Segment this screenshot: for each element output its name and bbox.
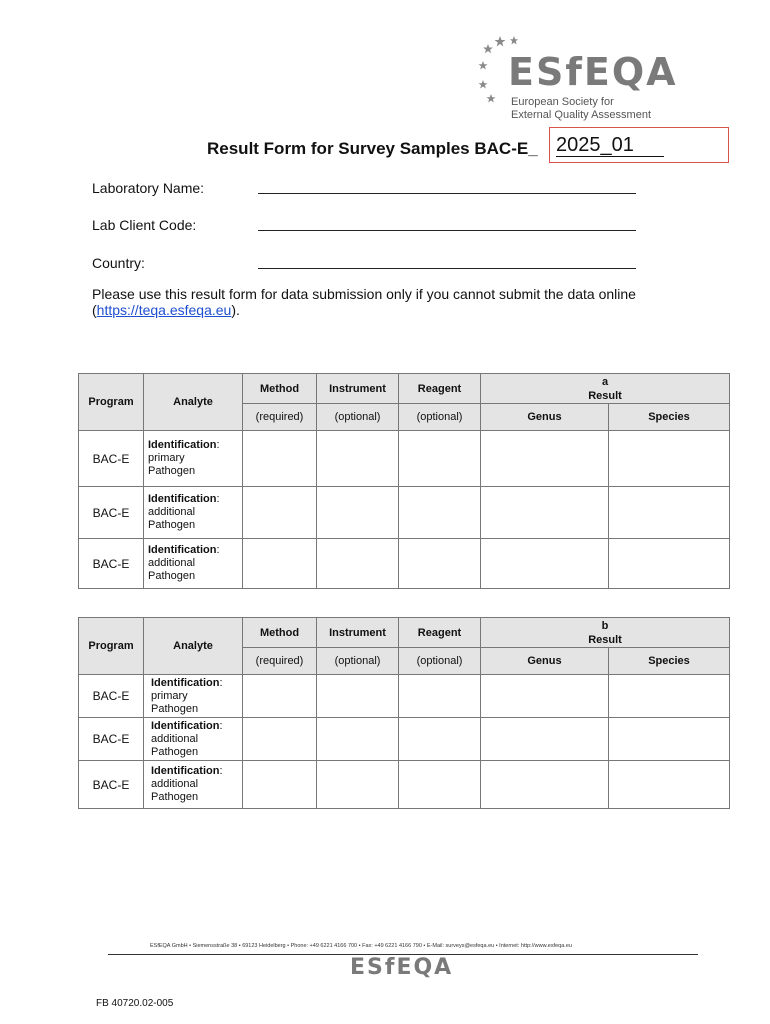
- table-row: [79, 487, 730, 539]
- analyte-type: Pathogen: [151, 702, 199, 715]
- logo-subtitle-line1: European Society for: [511, 96, 614, 108]
- program-cell: BAC-E: [79, 761, 144, 809]
- result-table-b: [78, 617, 730, 809]
- species-input[interactable]: [609, 761, 730, 809]
- species-header: Species: [609, 404, 730, 431]
- genus-input[interactable]: [481, 718, 609, 761]
- instrument-input[interactable]: [317, 675, 399, 718]
- analyte-type: Pathogen: [148, 519, 196, 531]
- genus-input[interactable]: [481, 675, 609, 718]
- program-header: Program: [79, 618, 144, 675]
- document-id: FB 40720.02-005: [96, 998, 174, 1009]
- analyte-bold: Identification: [148, 439, 217, 451]
- analyte-qualifier: additional: [151, 778, 199, 790]
- genus-input[interactable]: [481, 431, 609, 487]
- analyte-cell: Identification: additional Pathogen: [144, 487, 243, 539]
- analyte-qualifier: primary: [148, 452, 185, 464]
- analyte-cell: Identification: primary Pathogen: [144, 675, 243, 718]
- reagent-input[interactable]: [399, 761, 481, 809]
- instrument-input[interactable]: [317, 487, 399, 539]
- instrument-header: Instrument: [317, 618, 399, 648]
- table-row: [79, 431, 730, 487]
- instrument-optional-note: (optional): [317, 648, 399, 675]
- result-header: [481, 374, 730, 404]
- species-input[interactable]: [609, 718, 730, 761]
- method-input[interactable]: [243, 675, 317, 718]
- analyte-cell: Identification: additional Pathogen: [144, 761, 243, 809]
- result-label: Result: [588, 389, 622, 402]
- note-text: Please use this result form for data submission only if you cannot submit the data online: [92, 286, 636, 302]
- genus-header: Genus: [481, 404, 609, 431]
- method-input[interactable]: [243, 539, 317, 589]
- form-title: Result Form for Survey Samples BAC-E_: [207, 139, 538, 158]
- table-row: [79, 761, 730, 809]
- genus-input[interactable]: [481, 539, 609, 589]
- lab-client-code-label: Lab Client Code:: [92, 217, 197, 233]
- footer-address: ESfEQA GmbH • Siemensstraße 38 • 69123 Heidelberg • Phone: +49 6221 4166 700 • Fax: +49 6221 4166 790 • E-Mail: surveys@esfeqa.eu • Internet: http://www.esfeqa.eu: [150, 943, 572, 949]
- program-cell: BAC-E: [79, 539, 144, 589]
- analyte-header: Analyte: [144, 618, 243, 675]
- instrument-input[interactable]: [317, 539, 399, 589]
- genus-header: Genus: [481, 648, 609, 675]
- method-header: Method: [243, 374, 317, 404]
- analyte-type: Pathogen: [151, 745, 199, 758]
- sample-label: a: [601, 375, 609, 388]
- instrument-header: Instrument: [317, 374, 399, 404]
- analyte-cell: Identification: primary Pathogen: [144, 431, 243, 487]
- analyte-qualifier: additional: [151, 732, 199, 745]
- species-input[interactable]: [609, 431, 730, 487]
- instrument-input[interactable]: [317, 431, 399, 487]
- method-required-note: (required): [243, 404, 317, 431]
- result-header: [481, 618, 730, 648]
- analyte-qualifier: additional: [148, 506, 196, 518]
- analyte-qualifier: primary: [151, 689, 188, 702]
- program-cell: BAC-E: [79, 718, 144, 761]
- logo-wordmark: ESfEQA: [508, 50, 678, 94]
- country-label: Country:: [92, 255, 145, 271]
- result-label: Result: [588, 633, 622, 646]
- logo-subtitle: [511, 96, 651, 122]
- species-input[interactable]: [609, 675, 730, 718]
- table-row: [79, 539, 730, 589]
- method-input[interactable]: [243, 487, 317, 539]
- analyte-bold: Identification: [151, 719, 220, 732]
- program-cell: BAC-E: [79, 675, 144, 718]
- analyte-qualifier: additional: [148, 557, 196, 569]
- reagent-optional-note: (optional): [399, 404, 481, 431]
- analyte-bold: Identification: [151, 676, 220, 689]
- instrument-optional-note: (optional): [317, 404, 399, 431]
- submission-note: Please use this result form for data submission only if you cannot submit the data online (https://teqa.esfeqa.eu).: [92, 286, 636, 318]
- lab-client-code-field[interactable]: [258, 230, 636, 231]
- program-cell: BAC-E: [79, 487, 144, 539]
- instrument-input[interactable]: [317, 718, 399, 761]
- table-row: [79, 675, 730, 718]
- reagent-header: Reagent: [399, 374, 481, 404]
- analyte-cell: Identification: additional Pathogen: [144, 539, 243, 589]
- reagent-input[interactable]: [399, 539, 481, 589]
- analyte-cell: Identification: additional Pathogen: [144, 718, 243, 761]
- laboratory-name-field[interactable]: [258, 193, 636, 194]
- species-input[interactable]: [609, 539, 730, 589]
- analyte-type: Pathogen: [151, 791, 199, 803]
- genus-input[interactable]: [481, 761, 609, 809]
- laboratory-name-label: Laboratory Name:: [92, 180, 205, 196]
- table-row: [79, 718, 730, 761]
- country-field[interactable]: [258, 268, 636, 269]
- footer-logo: ESfEQA: [350, 955, 454, 980]
- logo-subtitle-line2: External Quality Assessment: [511, 109, 652, 121]
- program-cell: BAC-E: [79, 431, 144, 487]
- genus-input[interactable]: [481, 487, 609, 539]
- method-required-note: (required): [243, 648, 317, 675]
- method-input[interactable]: [243, 431, 317, 487]
- survey-code-value: 2025_01: [556, 134, 664, 157]
- teqa-link[interactable]: https://teqa.esfeqa.eu: [96, 302, 232, 318]
- program-header: Program: [79, 374, 144, 431]
- analyte-bold: Identification: [151, 765, 220, 777]
- analyte-header: Analyte: [144, 374, 243, 431]
- method-header: Method: [243, 618, 317, 648]
- esfeqa-logo: [478, 34, 678, 124]
- species-header: Species: [609, 648, 730, 675]
- analyte-bold: Identification: [148, 493, 217, 505]
- species-input[interactable]: [609, 487, 730, 539]
- analyte-type: Pathogen: [148, 465, 196, 477]
- reagent-input[interactable]: [399, 431, 481, 487]
- reagent-optional-note: (optional): [399, 648, 481, 675]
- analyte-bold: Identification: [148, 544, 217, 556]
- reagent-input[interactable]: [399, 487, 481, 539]
- result-table-a: [78, 373, 730, 589]
- method-input[interactable]: [243, 761, 317, 809]
- method-input[interactable]: [243, 718, 317, 761]
- instrument-input[interactable]: [317, 761, 399, 809]
- analyte-type: Pathogen: [148, 570, 196, 582]
- note-suffix: .: [236, 302, 240, 318]
- reagent-input[interactable]: [399, 675, 481, 718]
- reagent-input[interactable]: [399, 718, 481, 761]
- sample-label: b: [601, 619, 609, 632]
- reagent-header: Reagent: [399, 618, 481, 648]
